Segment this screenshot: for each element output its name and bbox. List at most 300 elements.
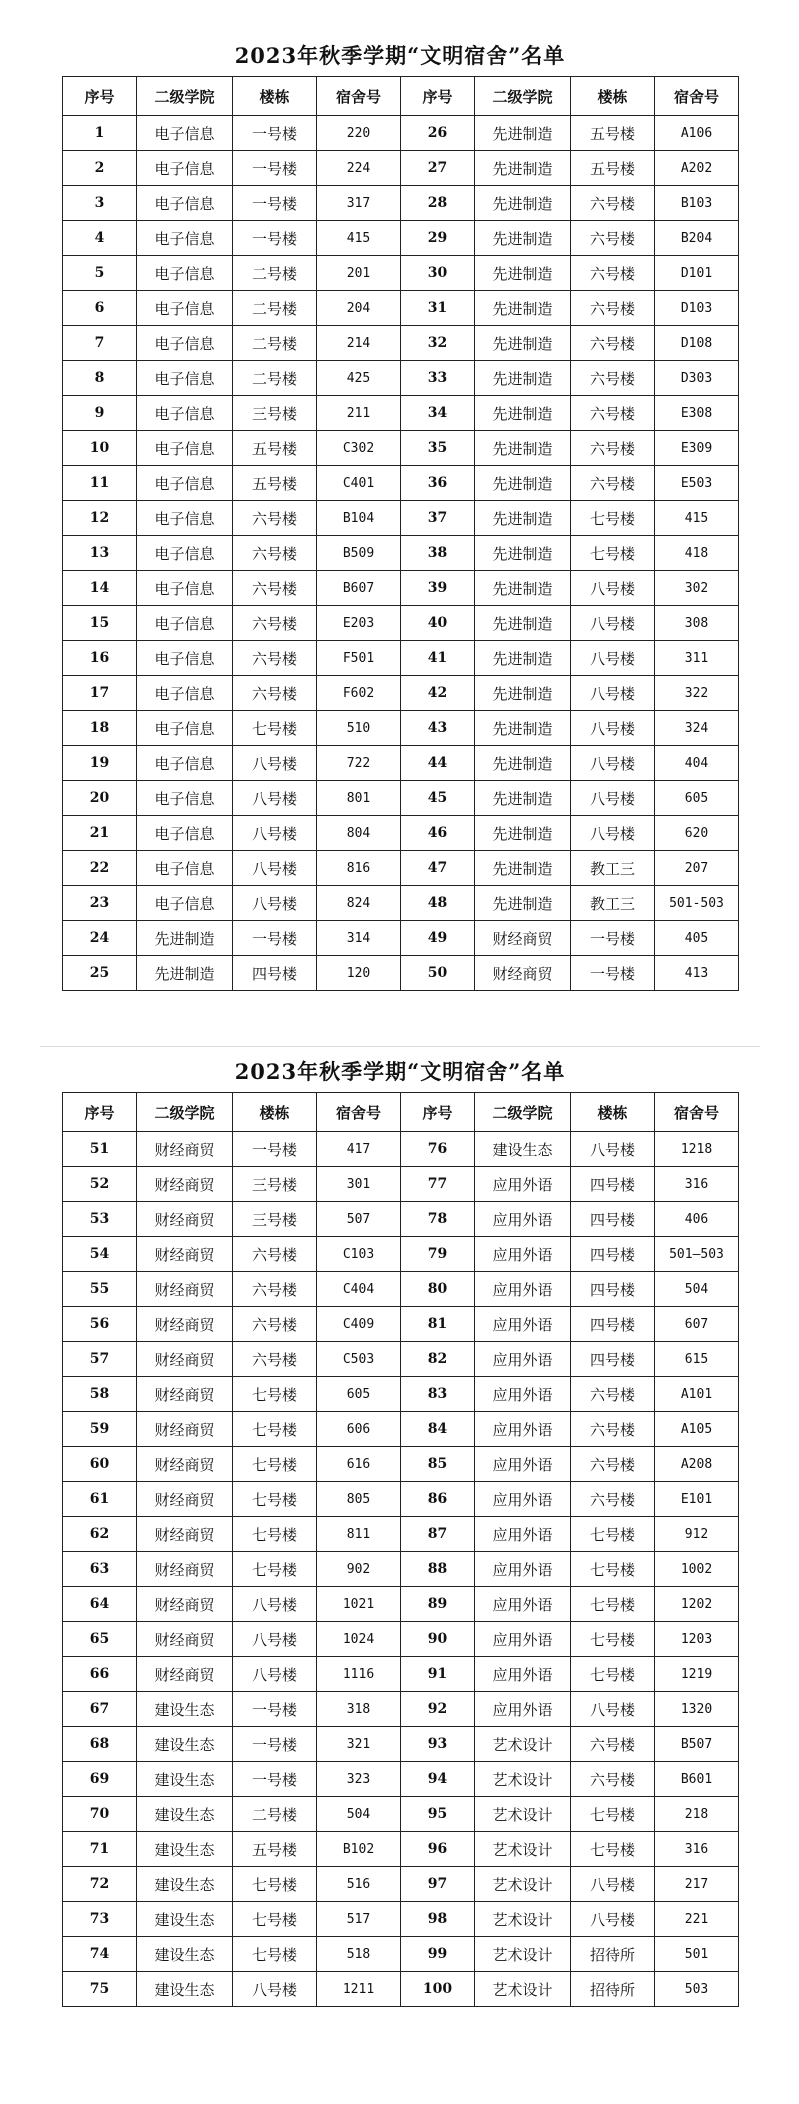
- cell-room-number: 503: [655, 1972, 739, 2007]
- cell-serial-number: 68: [63, 1727, 137, 1762]
- cell-serial-number: 37: [401, 501, 475, 536]
- cell-college: 应用外语: [475, 1622, 571, 1657]
- cell-college: 电子信息: [137, 676, 233, 711]
- cell-building: 七号楼: [571, 1622, 655, 1657]
- table-row: [63, 1307, 739, 1342]
- cell-building: 八号楼: [233, 781, 317, 816]
- cell-building: 六号楼: [571, 1412, 655, 1447]
- cell-serial-number: 15: [63, 606, 137, 641]
- cell-room-number: 120: [317, 956, 401, 991]
- cell-building: 六号楼: [571, 326, 655, 361]
- column-header-serial-number: 序号: [401, 77, 475, 116]
- cell-serial-number: 6: [63, 291, 137, 326]
- cell-college: 先进制造: [475, 466, 571, 501]
- cell-college: 先进制造: [475, 396, 571, 431]
- cell-room-number: 902: [317, 1552, 401, 1587]
- cell-room-number: 324: [655, 711, 739, 746]
- cell-serial-number: 58: [63, 1377, 137, 1412]
- cell-serial-number: 99: [401, 1937, 475, 1972]
- table-row: [63, 956, 739, 991]
- table-row: [63, 1272, 739, 1307]
- cell-college: 电子信息: [137, 151, 233, 186]
- cell-building: 一号楼: [233, 151, 317, 186]
- table-row: [63, 1657, 739, 1692]
- cell-room-number: 1021: [317, 1587, 401, 1622]
- cell-room-number: 404: [655, 746, 739, 781]
- cell-room-number: 418: [655, 536, 739, 571]
- cell-room-number: 322: [655, 676, 739, 711]
- table-row: [63, 781, 739, 816]
- cell-college: 电子信息: [137, 326, 233, 361]
- cell-college: 应用外语: [475, 1447, 571, 1482]
- cell-college: 应用外语: [475, 1202, 571, 1237]
- cell-serial-number: 56: [63, 1307, 137, 1342]
- cell-room-number: C302: [317, 431, 401, 466]
- table-row: [63, 1552, 739, 1587]
- column-header-college: 二级学院: [137, 77, 233, 116]
- cell-building: 七号楼: [233, 711, 317, 746]
- cell-building: 六号楼: [233, 1342, 317, 1377]
- cell-room-number: F602: [317, 676, 401, 711]
- cell-room-number: 504: [317, 1797, 401, 1832]
- cell-room-number: 321: [317, 1727, 401, 1762]
- cell-building: 七号楼: [233, 1377, 317, 1412]
- cell-serial-number: 35: [401, 431, 475, 466]
- cell-serial-number: 76: [401, 1132, 475, 1167]
- cell-college: 财经商贸: [137, 1622, 233, 1657]
- cell-college: 先进制造: [475, 256, 571, 291]
- dormitory-table: [62, 1092, 739, 2007]
- cell-serial-number: 69: [63, 1762, 137, 1797]
- cell-room-number: 415: [655, 501, 739, 536]
- cell-room-number: 516: [317, 1867, 401, 1902]
- cell-building: 四号楼: [571, 1237, 655, 1272]
- cell-room-number: 607: [655, 1307, 739, 1342]
- cell-college: 艺术设计: [475, 1867, 571, 1902]
- page-title: 2023年秋季学期“文明宿舍”名单: [234, 1059, 566, 1084]
- table-body: [63, 1132, 739, 2007]
- cell-college: 财经商贸: [137, 1552, 233, 1587]
- cell-building: 六号楼: [571, 221, 655, 256]
- cell-building: 七号楼: [571, 1552, 655, 1587]
- cell-building: 二号楼: [233, 291, 317, 326]
- cell-college: 先进制造: [475, 606, 571, 641]
- cell-serial-number: 11: [63, 466, 137, 501]
- cell-college: 电子信息: [137, 536, 233, 571]
- cell-serial-number: 49: [401, 921, 475, 956]
- table-row: [63, 1587, 739, 1622]
- cell-serial-number: 32: [401, 326, 475, 361]
- column-header-building: 楼栋: [571, 1093, 655, 1132]
- cell-building: 一号楼: [233, 921, 317, 956]
- cell-building: 招待所: [571, 1937, 655, 1972]
- cell-building: 五号楼: [571, 116, 655, 151]
- cell-serial-number: 13: [63, 536, 137, 571]
- table-row: [63, 851, 739, 886]
- cell-building: 一号楼: [233, 1132, 317, 1167]
- cell-college: 财经商贸: [137, 1412, 233, 1447]
- table-row: [63, 1237, 739, 1272]
- cell-serial-number: 79: [401, 1237, 475, 1272]
- cell-room-number: B104: [317, 501, 401, 536]
- cell-college: 应用外语: [475, 1552, 571, 1587]
- cell-building: 八号楼: [233, 746, 317, 781]
- cell-college: 电子信息: [137, 291, 233, 326]
- cell-building: 四号楼: [571, 1342, 655, 1377]
- cell-serial-number: 41: [401, 641, 475, 676]
- cell-college: 先进制造: [475, 361, 571, 396]
- cell-college: 财经商贸: [137, 1307, 233, 1342]
- cell-room-number: 207: [655, 851, 739, 886]
- cell-college: 电子信息: [137, 746, 233, 781]
- cell-building: 二号楼: [233, 326, 317, 361]
- cell-serial-number: 57: [63, 1342, 137, 1377]
- cell-serial-number: 86: [401, 1482, 475, 1517]
- cell-college: 建设生态: [137, 1902, 233, 1937]
- cell-building: 一号楼: [571, 921, 655, 956]
- cell-college: 艺术设计: [475, 1797, 571, 1832]
- cell-room-number: 308: [655, 606, 739, 641]
- cell-serial-number: 90: [401, 1622, 475, 1657]
- cell-room-number: 211: [317, 396, 401, 431]
- cell-college: 电子信息: [137, 816, 233, 851]
- table-row: [63, 746, 739, 781]
- cell-room-number: 406: [655, 1202, 739, 1237]
- cell-college: 财经商贸: [137, 1342, 233, 1377]
- cell-serial-number: 100: [401, 1972, 475, 2007]
- cell-building: 二号楼: [233, 256, 317, 291]
- cell-college: 应用外语: [475, 1412, 571, 1447]
- cell-serial-number: 83: [401, 1377, 475, 1412]
- cell-college: 财经商贸: [475, 921, 571, 956]
- cell-serial-number: 7: [63, 326, 137, 361]
- cell-serial-number: 12: [63, 501, 137, 536]
- cell-college: 先进制造: [475, 711, 571, 746]
- table-row: [63, 1797, 739, 1832]
- cell-college: 建设生态: [137, 1832, 233, 1867]
- cell-college: 电子信息: [137, 431, 233, 466]
- cell-college: 先进制造: [475, 746, 571, 781]
- cell-room-number: 318: [317, 1692, 401, 1727]
- table-row: [63, 116, 739, 151]
- cell-building: 八号楼: [571, 1132, 655, 1167]
- cell-serial-number: 17: [63, 676, 137, 711]
- cell-room-number: E203: [317, 606, 401, 641]
- table-row: [63, 1482, 739, 1517]
- cell-building: 七号楼: [571, 1797, 655, 1832]
- cell-serial-number: 59: [63, 1412, 137, 1447]
- table-row: [63, 1867, 739, 1902]
- column-header-college: 二级学院: [475, 77, 571, 116]
- cell-college: 财经商贸: [137, 1517, 233, 1552]
- cell-college: 电子信息: [137, 711, 233, 746]
- cell-room-number: 415: [317, 221, 401, 256]
- cell-serial-number: 14: [63, 571, 137, 606]
- cell-serial-number: 70: [63, 1797, 137, 1832]
- cell-college: 电子信息: [137, 571, 233, 606]
- table-row: [63, 676, 739, 711]
- cell-college: 电子信息: [137, 186, 233, 221]
- table-body: [63, 116, 739, 991]
- cell-room-number: 405: [655, 921, 739, 956]
- cell-room-number: B204: [655, 221, 739, 256]
- cell-room-number: C409: [317, 1307, 401, 1342]
- cell-serial-number: 19: [63, 746, 137, 781]
- cell-room-number: A101: [655, 1377, 739, 1412]
- cell-serial-number: 33: [401, 361, 475, 396]
- cell-room-number: A202: [655, 151, 739, 186]
- cell-serial-number: 22: [63, 851, 137, 886]
- cell-room-number: D103: [655, 291, 739, 326]
- cell-building: 五号楼: [233, 466, 317, 501]
- cell-serial-number: 44: [401, 746, 475, 781]
- cell-building: 六号楼: [571, 186, 655, 221]
- cell-room-number: B509: [317, 536, 401, 571]
- cell-building: 一号楼: [233, 1692, 317, 1727]
- table-row: [63, 536, 739, 571]
- cell-serial-number: 40: [401, 606, 475, 641]
- table-row: [63, 1132, 739, 1167]
- cell-college: 财经商贸: [137, 1377, 233, 1412]
- cell-building: 七号楼: [233, 1937, 317, 1972]
- cell-room-number: 912: [655, 1517, 739, 1552]
- cell-college: 应用外语: [475, 1517, 571, 1552]
- column-header-room-number: 宿舍号: [317, 77, 401, 116]
- table-row: [63, 816, 739, 851]
- cell-building: 六号楼: [233, 676, 317, 711]
- cell-building: 三号楼: [233, 396, 317, 431]
- cell-building: 一号楼: [233, 116, 317, 151]
- cell-room-number: C503: [317, 1342, 401, 1377]
- cell-building: 六号楼: [571, 466, 655, 501]
- table-row: [63, 1167, 739, 1202]
- table-row: [63, 1692, 739, 1727]
- cell-serial-number: 54: [63, 1237, 137, 1272]
- column-header-room-number: 宿舍号: [655, 1093, 739, 1132]
- cell-serial-number: 36: [401, 466, 475, 501]
- cell-college: 先进制造: [475, 816, 571, 851]
- cell-serial-number: 88: [401, 1552, 475, 1587]
- cell-college: 电子信息: [137, 396, 233, 431]
- column-header-serial-number: 序号: [401, 1093, 475, 1132]
- cell-room-number: 501-503: [655, 886, 739, 921]
- column-header-building: 楼栋: [233, 1093, 317, 1132]
- cell-building: 八号楼: [233, 1657, 317, 1692]
- cell-serial-number: 67: [63, 1692, 137, 1727]
- cell-building: 六号楼: [233, 606, 317, 641]
- cell-college: 先进制造: [475, 221, 571, 256]
- cell-building: 六号楼: [233, 571, 317, 606]
- table-row: [63, 1902, 739, 1937]
- cell-room-number: 218: [655, 1797, 739, 1832]
- cell-serial-number: 1: [63, 116, 137, 151]
- cell-college: 先进制造: [475, 431, 571, 466]
- cell-serial-number: 62: [63, 1517, 137, 1552]
- cell-building: 六号楼: [571, 291, 655, 326]
- cell-serial-number: 16: [63, 641, 137, 676]
- cell-room-number: 1024: [317, 1622, 401, 1657]
- cell-room-number: 510: [317, 711, 401, 746]
- cell-serial-number: 66: [63, 1657, 137, 1692]
- cell-serial-number: 98: [401, 1902, 475, 1937]
- cell-college: 应用外语: [475, 1307, 571, 1342]
- cell-serial-number: 82: [401, 1342, 475, 1377]
- cell-room-number: 501—503: [655, 1237, 739, 1272]
- cell-college: 应用外语: [475, 1272, 571, 1307]
- cell-building: 七号楼: [233, 1517, 317, 1552]
- cell-serial-number: 65: [63, 1622, 137, 1657]
- cell-room-number: D101: [655, 256, 739, 291]
- table-row: [63, 431, 739, 466]
- cell-building: 八号楼: [571, 641, 655, 676]
- cell-room-number: 220: [317, 116, 401, 151]
- cell-college: 先进制造: [475, 886, 571, 921]
- cell-serial-number: 46: [401, 816, 475, 851]
- cell-serial-number: 96: [401, 1832, 475, 1867]
- cell-room-number: 316: [655, 1167, 739, 1202]
- cell-serial-number: 80: [401, 1272, 475, 1307]
- cell-room-number: 1211: [317, 1972, 401, 2007]
- cell-serial-number: 30: [401, 256, 475, 291]
- table-row: [63, 1832, 739, 1867]
- cell-building: 六号楼: [571, 1377, 655, 1412]
- cell-building: 八号楼: [571, 711, 655, 746]
- cell-college: 财经商贸: [137, 1657, 233, 1692]
- cell-college: 应用外语: [475, 1377, 571, 1412]
- cell-college: 电子信息: [137, 256, 233, 291]
- table-row: [63, 151, 739, 186]
- cell-college: 财经商贸: [137, 1482, 233, 1517]
- cell-building: 八号楼: [571, 1867, 655, 1902]
- cell-building: 三号楼: [233, 1167, 317, 1202]
- cell-serial-number: 63: [63, 1552, 137, 1587]
- cell-building: 四号楼: [233, 956, 317, 991]
- cell-building: 一号楼: [233, 186, 317, 221]
- cell-serial-number: 55: [63, 1272, 137, 1307]
- cell-serial-number: 4: [63, 221, 137, 256]
- cell-building: 六号楼: [233, 1272, 317, 1307]
- cell-building: 二号楼: [233, 1797, 317, 1832]
- cell-room-number: 805: [317, 1482, 401, 1517]
- cell-college: 应用外语: [475, 1587, 571, 1622]
- cell-building: 六号楼: [571, 396, 655, 431]
- cell-college: 建设生态: [137, 1937, 233, 1972]
- cell-room-number: 217: [655, 1867, 739, 1902]
- cell-building: 六号楼: [571, 431, 655, 466]
- table-row: [63, 571, 739, 606]
- cell-college: 财经商贸: [137, 1447, 233, 1482]
- cell-serial-number: 50: [401, 956, 475, 991]
- cell-serial-number: 71: [63, 1832, 137, 1867]
- cell-building: 八号楼: [571, 1902, 655, 1937]
- cell-college: 财经商贸: [137, 1272, 233, 1307]
- table-row: [63, 1412, 739, 1447]
- cell-room-number: 1116: [317, 1657, 401, 1692]
- cell-college: 财经商贸: [137, 1202, 233, 1237]
- cell-building: 八号楼: [233, 1587, 317, 1622]
- cell-building: 七号楼: [233, 1552, 317, 1587]
- table-row: [63, 361, 739, 396]
- cell-room-number: C404: [317, 1272, 401, 1307]
- table-row: [63, 1202, 739, 1237]
- cell-room-number: 605: [655, 781, 739, 816]
- cell-room-number: 417: [317, 1132, 401, 1167]
- cell-room-number: C401: [317, 466, 401, 501]
- cell-room-number: 1202: [655, 1587, 739, 1622]
- table-row: [63, 1937, 739, 1972]
- cell-room-number: 323: [317, 1762, 401, 1797]
- column-header-building: 楼栋: [233, 77, 317, 116]
- cell-college: 先进制造: [475, 186, 571, 221]
- cell-building: 七号楼: [233, 1447, 317, 1482]
- cell-college: 建设生态: [137, 1762, 233, 1797]
- cell-college: 电子信息: [137, 116, 233, 151]
- cell-room-number: 317: [317, 186, 401, 221]
- cell-room-number: C103: [317, 1237, 401, 1272]
- cell-college: 先进制造: [475, 781, 571, 816]
- cell-building: 一号楼: [233, 1762, 317, 1797]
- cell-room-number: 311: [655, 641, 739, 676]
- cell-college: 先进制造: [137, 956, 233, 991]
- cell-building: 四号楼: [571, 1307, 655, 1342]
- table-header-row: [63, 1093, 739, 1132]
- cell-college: 先进制造: [475, 641, 571, 676]
- table-row: [63, 1972, 739, 2007]
- table-row: [63, 921, 739, 956]
- cell-room-number: 221: [655, 1902, 739, 1937]
- cell-college: 财经商贸: [137, 1167, 233, 1202]
- cell-serial-number: 52: [63, 1167, 137, 1202]
- cell-college: 财经商贸: [137, 1132, 233, 1167]
- cell-college: 电子信息: [137, 781, 233, 816]
- cell-room-number: 620: [655, 816, 739, 851]
- cell-serial-number: 78: [401, 1202, 475, 1237]
- cell-room-number: B601: [655, 1762, 739, 1797]
- cell-serial-number: 53: [63, 1202, 137, 1237]
- cell-serial-number: 18: [63, 711, 137, 746]
- cell-room-number: E503: [655, 466, 739, 501]
- cell-college: 应用外语: [475, 1342, 571, 1377]
- cell-room-number: B103: [655, 186, 739, 221]
- table-row: [63, 466, 739, 501]
- cell-college: 建设生态: [137, 1797, 233, 1832]
- cell-college: 先进制造: [475, 571, 571, 606]
- column-header-room-number: 宿舍号: [317, 1093, 401, 1132]
- cell-room-number: 224: [317, 151, 401, 186]
- cell-serial-number: 25: [63, 956, 137, 991]
- cell-college: 先进制造: [475, 116, 571, 151]
- cell-building: 八号楼: [571, 676, 655, 711]
- cell-building: 八号楼: [571, 571, 655, 606]
- cell-room-number: E309: [655, 431, 739, 466]
- sheet-1: [62, 36, 738, 991]
- cell-room-number: 811: [317, 1517, 401, 1552]
- cell-building: 七号楼: [233, 1412, 317, 1447]
- cell-college: 建设生态: [137, 1692, 233, 1727]
- cell-building: 六号楼: [571, 1762, 655, 1797]
- cell-room-number: 1320: [655, 1692, 739, 1727]
- cell-room-number: 517: [317, 1902, 401, 1937]
- cell-building: 六号楼: [571, 361, 655, 396]
- cell-college: 应用外语: [475, 1657, 571, 1692]
- cell-serial-number: 34: [401, 396, 475, 431]
- cell-building: 六号楼: [233, 1307, 317, 1342]
- cell-room-number: E308: [655, 396, 739, 431]
- cell-college: 艺术设计: [475, 1902, 571, 1937]
- cell-serial-number: 43: [401, 711, 475, 746]
- cell-serial-number: 95: [401, 1797, 475, 1832]
- cell-building: 八号楼: [571, 1692, 655, 1727]
